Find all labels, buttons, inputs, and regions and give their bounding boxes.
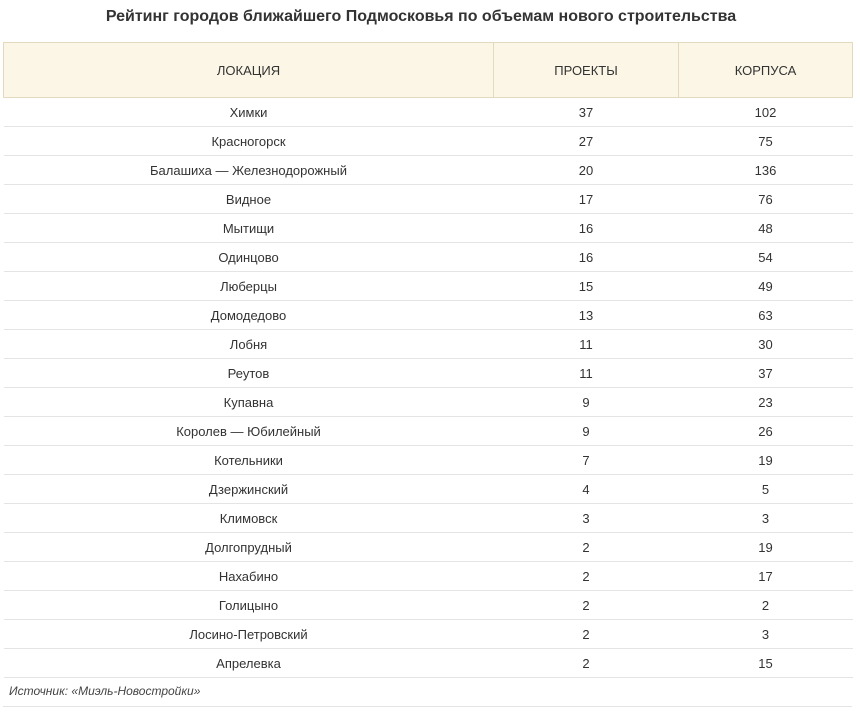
cell-location: Королев — Юбилейный: [4, 417, 494, 446]
table-row: [4, 214, 853, 243]
cell-buildings: 23: [679, 388, 853, 417]
cell-location: Люберцы: [4, 272, 494, 301]
cell-projects: 17: [494, 185, 679, 214]
source-note: Источник: «Миэль-Новостройки»: [9, 684, 201, 698]
cell-location: Голицыно: [4, 591, 494, 620]
table-row: [4, 330, 853, 359]
cell-buildings: 49: [679, 272, 853, 301]
cell-location: Дзержинский: [4, 475, 494, 504]
table-row: [4, 272, 853, 301]
cell-buildings: 5: [679, 475, 853, 504]
cell-buildings: 75: [679, 127, 853, 156]
table-row: [4, 533, 853, 562]
cell-buildings: 136: [679, 156, 853, 185]
table-row: [4, 475, 853, 504]
table-row: [4, 359, 853, 388]
header-row: [4, 43, 853, 98]
cell-location: Нахабино: [4, 562, 494, 591]
cell-buildings: 76: [679, 185, 853, 214]
cell-buildings: 19: [679, 533, 853, 562]
cell-projects: 16: [494, 243, 679, 272]
cell-location: Лобня: [4, 330, 494, 359]
cell-buildings: 48: [679, 214, 853, 243]
cell-buildings: 54: [679, 243, 853, 272]
cell-projects: 16: [494, 214, 679, 243]
column-header-projects: ПРОЕКТЫ: [494, 43, 679, 98]
column-header-location: ЛОКАЦИЯ: [4, 43, 494, 98]
cell-projects: 9: [494, 417, 679, 446]
cell-buildings: 30: [679, 330, 853, 359]
column-header-buildings: КОРПУСА: [679, 43, 853, 98]
divider: [3, 706, 852, 707]
cell-projects: 2: [494, 620, 679, 649]
cell-projects: 13: [494, 301, 679, 330]
cell-projects: 37: [494, 98, 679, 127]
cell-location: Балашиха — Железнодорожный: [4, 156, 494, 185]
cell-location: Химки: [4, 98, 494, 127]
cell-projects: 2: [494, 533, 679, 562]
cell-buildings: 15: [679, 649, 853, 678]
table-row: [4, 446, 853, 475]
table-row: [4, 185, 853, 214]
cell-buildings: 3: [679, 504, 853, 533]
table-body: [4, 98, 853, 678]
cell-buildings: 63: [679, 301, 853, 330]
table-header: [4, 43, 853, 98]
rating-table: [3, 42, 853, 678]
table-row: [4, 620, 853, 649]
cell-location: Видное: [4, 185, 494, 214]
table-row: [4, 504, 853, 533]
cell-location: Климовск: [4, 504, 494, 533]
table-row: [4, 243, 853, 272]
cell-buildings: 2: [679, 591, 853, 620]
cell-location: Котельники: [4, 446, 494, 475]
cell-buildings: 102: [679, 98, 853, 127]
table-row: [4, 591, 853, 620]
cell-location: Апрелевка: [4, 649, 494, 678]
cell-location: Купавна: [4, 388, 494, 417]
cell-projects: 11: [494, 359, 679, 388]
table-row: [4, 649, 853, 678]
table-row: [4, 98, 853, 127]
cell-location: Долгопрудный: [4, 533, 494, 562]
cell-projects: 2: [494, 562, 679, 591]
cell-projects: 4: [494, 475, 679, 504]
cell-buildings: 26: [679, 417, 853, 446]
table-row: [4, 301, 853, 330]
cell-projects: 2: [494, 591, 679, 620]
cell-location: Домодедово: [4, 301, 494, 330]
cell-projects: 15: [494, 272, 679, 301]
cell-buildings: 37: [679, 359, 853, 388]
page-title: Рейтинг городов ближайшего Подмосковья по объемам нового строительства: [105, 8, 737, 25]
cell-location: Мытищи: [4, 214, 494, 243]
cell-projects: 2: [494, 649, 679, 678]
cell-location: Одинцово: [4, 243, 494, 272]
cell-buildings: 17: [679, 562, 853, 591]
cell-location: Лосино-Петровский: [4, 620, 494, 649]
table-row: [4, 417, 853, 446]
cell-projects: 20: [494, 156, 679, 185]
cell-projects: 3: [494, 504, 679, 533]
cell-location: Красногорск: [4, 127, 494, 156]
table-row: [4, 127, 853, 156]
cell-buildings: 19: [679, 446, 853, 475]
cell-projects: 7: [494, 446, 679, 475]
cell-buildings: 3: [679, 620, 853, 649]
cell-projects: 9: [494, 388, 679, 417]
cell-location: Реутов: [4, 359, 494, 388]
table-row: [4, 156, 853, 185]
cell-projects: 27: [494, 127, 679, 156]
cell-projects: 11: [494, 330, 679, 359]
table-row: [4, 562, 853, 591]
table-row: [4, 388, 853, 417]
